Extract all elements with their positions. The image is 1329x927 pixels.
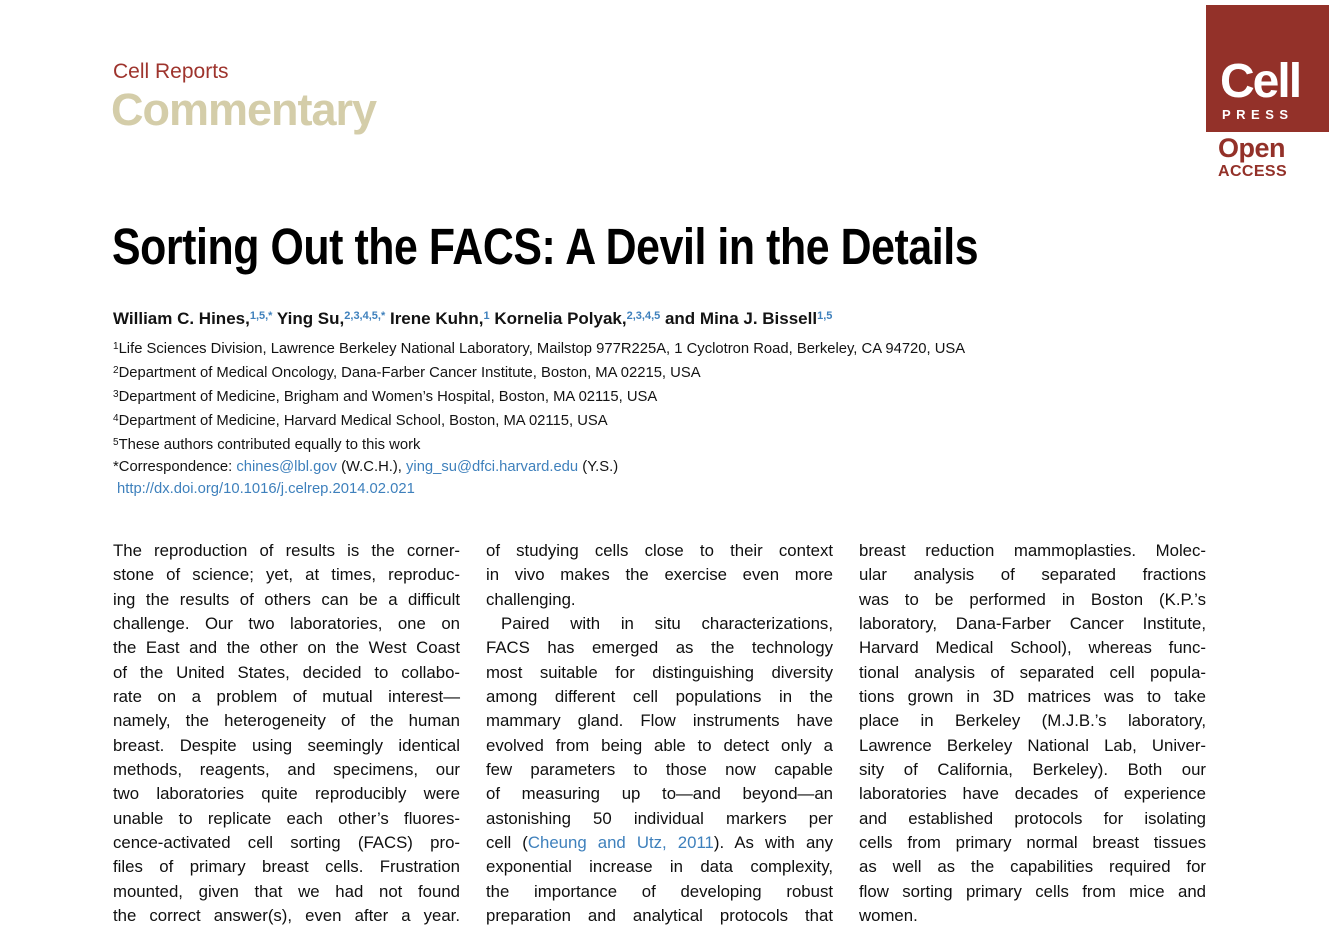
text-line: FACS has emerged as the technology — [486, 638, 833, 658]
article-meta — [113, 336, 965, 500]
inline-link[interactable]: 1 — [483, 310, 490, 322]
text-segment: These authors contributed equally to this work — [118, 437, 421, 453]
text-line: exponential increase in data complexity, — [486, 857, 833, 877]
body-column-2 — [486, 539, 833, 927]
text-line: Paired with in situ characterizations, — [501, 614, 833, 634]
text-line: sity of California, Berkeley). Both our — [859, 760, 1206, 780]
inline-link[interactable]: 1,5,* — [249, 310, 273, 322]
text-segment: Department of Medicine, Brigham and Women’s Hospital, Boston, MA 02115, USA — [118, 389, 658, 405]
doi-line — [113, 478, 965, 500]
text-segment: Life Sciences Division, Lawrence Berkeley National Laboratory, Mailstop 977R225A, 1 Cyclotron Road, Berkeley, CA 94720, USA — [118, 341, 966, 357]
text-segment: Ying Su, — [272, 309, 345, 328]
text-segment: (Y.S.) — [578, 459, 619, 475]
text-segment: Department of Medicine, Harvard Medical School, Boston, MA 02115, USA — [118, 413, 608, 429]
section-name: Commentary — [111, 84, 377, 135]
text-segment: Irene Kuhn, — [385, 309, 484, 328]
text-segment: Kornelia Polyak, — [489, 309, 627, 328]
text-segment: ). As with any — [713, 833, 833, 853]
text-segment: (W.C.H.), — [336, 459, 407, 475]
text-line: mounted, given that we had not found — [113, 881, 460, 901]
open-access-open-label: Open — [1218, 133, 1286, 163]
text-line: few parameters to those now capable — [486, 760, 833, 780]
text-line: breast reduction mammoplasties. Molec- — [859, 541, 1206, 560]
inline-link[interactable]: 2,3,4,5,* — [344, 310, 386, 322]
text-line: the importance of developing robust — [486, 881, 833, 901]
text-line: was to be performed in Boston (K.P.’s — [859, 589, 1206, 609]
cell-press-logo — [1206, 5, 1329, 132]
affiliation-4 — [113, 408, 965, 432]
text-line: preparation and analytical protocols that — [486, 906, 833, 926]
press-label: PRESS — [1222, 107, 1294, 122]
text-line: the correct answer(s), even after a year. — [113, 906, 460, 926]
citation-link[interactable]: Cheung and Utz, 2011 — [527, 833, 714, 853]
text-line: The reproduction of results is the corner- — [113, 541, 460, 560]
text-line: the East and the other on the West Coast — [113, 638, 460, 658]
body-columns — [113, 539, 1206, 927]
text-line: Harvard Medical School), whereas func- — [859, 638, 1206, 658]
text-line: and established protocols for isolating — [859, 808, 1206, 828]
text-line: breast. Despite using seemingly identical — [113, 735, 460, 755]
text-segment: 2 — [113, 365, 119, 376]
text-line: ular analysis of separated fractions — [859, 565, 1206, 585]
text-segment: 1 — [113, 341, 119, 352]
text-segment: 3 — [113, 389, 119, 400]
text-segment: 4 — [113, 413, 119, 424]
correspondence-line — [113, 456, 965, 478]
text-line: Lawrence Berkeley National Lab, Univer- — [859, 735, 1206, 755]
authors-line — [113, 309, 832, 329]
text-line: laboratories have decades of experience — [859, 784, 1206, 804]
text-line: cence-activated cell sorting (FACS) pro- — [113, 833, 460, 853]
text-line: tional analysis of separated cell popula- — [859, 662, 1206, 682]
text-line: tions grown in 3D matrices was to take — [859, 687, 1206, 707]
text-segment: *Correspondence: — [113, 459, 237, 475]
text-line: astonishing 50 individual markers per — [486, 808, 833, 828]
affiliation-1 — [113, 336, 965, 360]
affiliation-2 — [113, 360, 965, 384]
body-column-1 — [113, 539, 460, 927]
cell-wordmark: Cell — [1220, 55, 1301, 108]
text-segment: Department of Medical Oncology, Dana-Farber Cancer Institute, Boston, MA 02215, USA — [118, 365, 701, 381]
text-line: challenge. Our two laboratories, one on — [113, 614, 460, 634]
text-line: in vivo makes the exercise even more — [486, 565, 833, 585]
doi-link[interactable]: http://dx.doi.org/10.1016/j.celrep.2014.02.021 — [117, 481, 415, 497]
email-link-ys[interactable]: ying_su@dfci.harvard.edu — [406, 459, 579, 475]
text-line: stone of science; yet, at times, reproduc- — [113, 565, 460, 585]
open-access-access-label: ACCESS — [1218, 163, 1288, 180]
text-line: unable to replicate each other’s fluores- — [113, 808, 460, 828]
text-line: women. — [859, 906, 918, 926]
text-line: flow sorting primary cells from mice and — [859, 881, 1206, 901]
text-segment: and Mina J. Bissell — [660, 309, 818, 328]
text-line: of measuring up to—and beyond—an — [486, 784, 833, 804]
text-line: cells from primary normal breast tissues — [859, 833, 1206, 853]
paper-title: Sorting Out the FACS: A Devil in the Details — [112, 218, 979, 275]
inline-link[interactable]: 2,3,4,5 — [626, 310, 661, 322]
text-line: among different cell populations in the — [486, 687, 833, 707]
text-line: mammary gland. Flow instruments have — [486, 711, 833, 731]
text-line: laboratory, Dana-Farber Cancer Institute, — [859, 614, 1206, 634]
text-line: namely, the heterogeneity of the human — [113, 711, 460, 731]
text-line: rate on a problem of mutual interest— — [113, 687, 460, 707]
text-line: of studying cells close to their context — [486, 541, 833, 560]
text-line: evolved from being able to detect only a — [486, 735, 833, 755]
text-line: as well as the capabilities required for — [859, 857, 1206, 877]
text-line: two laboratories quite reproducibly were — [113, 784, 460, 804]
email-link-wch[interactable]: chines@lbl.gov — [236, 459, 337, 475]
text-line: challenging. — [486, 589, 576, 609]
body-column-3 — [859, 539, 1206, 927]
text-line — [486, 831, 833, 855]
inline-link[interactable]: 1,5 — [817, 310, 833, 322]
journal-name: Cell Reports — [113, 60, 229, 83]
text-line: most suitable for distinguishing diversity — [486, 662, 833, 682]
text-segment: 5 — [113, 437, 119, 448]
text-segment: cell ( — [486, 833, 528, 853]
text-line: ing the results of others can be a difficult — [113, 589, 460, 609]
text-segment: William C. Hines, — [113, 309, 250, 328]
text-line: place in Berkeley (M.J.B.’s laboratory, — [859, 711, 1206, 731]
affiliation-3 — [113, 384, 965, 408]
text-line: of the United States, decided to collabo- — [113, 662, 460, 682]
text-line: methods, reagents, and specimens, our — [113, 760, 460, 780]
text-line: files of primary breast cells. Frustration — [113, 857, 460, 877]
equal-contribution-note — [113, 432, 965, 456]
